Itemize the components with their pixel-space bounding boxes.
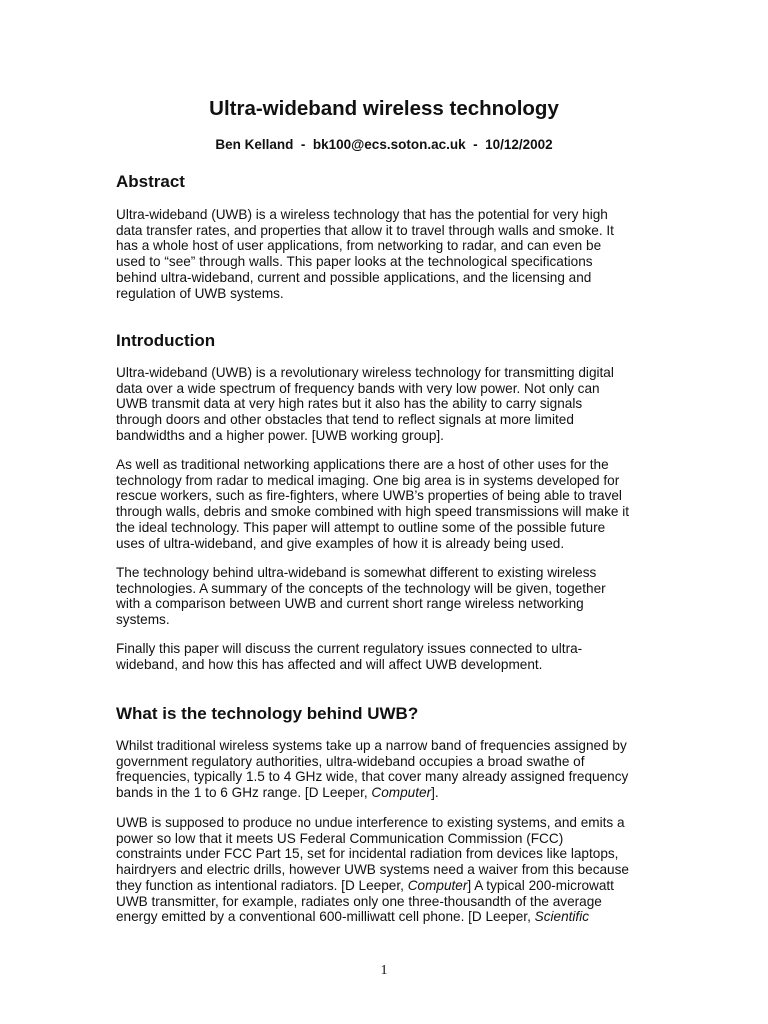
text-line: As well as traditional networking applications there are a host of other uses for the [116, 457, 609, 472]
text-line: behind ultra-wideband, current and possible applications, and the licensing and [116, 269, 592, 285]
text-line: through walls, debris and smoke combined with high speed transmissions will make it [116, 504, 630, 520]
citation-title: Computer [407, 877, 468, 893]
text-line: regulation of UWB systems. [116, 285, 284, 301]
citation-title: Computer [371, 785, 432, 801]
technology-paragraph-2 [116, 815, 656, 925]
citation-title: Scientific [534, 909, 590, 925]
introduction-paragraph-3 [116, 565, 656, 628]
text-line: frequencies, typically 1.5 to 4 GHz wide, that cover many already assigned frequency [116, 769, 629, 785]
text-line [116, 785, 656, 801]
text-line: UWB transmit data at very high rates but it also has the ability to carry signals [116, 396, 583, 412]
text-line: used to “see” through walls. This paper looks at the technological specifications [116, 254, 593, 270]
text-line: Ultra-wideband (UWB) is a revolutionary wireless technology for transmitting digital [116, 365, 614, 380]
introduction-paragraph-2 [116, 457, 656, 551]
text-line [116, 909, 656, 925]
text-line: power so low that it meets US Federal Communication Commission (FCC) [116, 830, 564, 846]
text-line: uses of ultra-wideband, and give examples of how it is already being used. [116, 535, 565, 551]
text-line: rescue workers, such as fire-fighters, where UWB’s properties of being able to travel [116, 488, 622, 504]
text-run: ]. [431, 785, 439, 801]
text-line: the ideal technology. This paper will attempt to outline some of the possible future [116, 519, 606, 535]
abstract-heading: Abstract [116, 172, 185, 191]
text-run: energy emitted by a conventional 600-milliwatt cell phone. [D Leeper, [116, 909, 535, 925]
paper-title: Ultra-wideband wireless technology [209, 97, 559, 120]
abstract-paragraph [116, 207, 656, 301]
text-run: they function as intentional radiators. [D Leeper, [116, 877, 408, 893]
text-line: hairdryers and electric drills, however UWB systems need a waiver from this because [116, 862, 629, 878]
text-line: Whilst traditional wireless systems take up a narrow band of frequencies assigned by [116, 738, 627, 753]
text-run: ] A typical 200-microwatt [467, 877, 614, 893]
technology-heading: What is the technology behind UWB? [116, 704, 419, 723]
text-line: through doors and other obstacles that tend to reflect signals at more limited [116, 412, 574, 428]
text-line: systems. [116, 612, 170, 628]
text-line: The technology behind ultra-wideband is somewhat different to existing wireless [116, 565, 597, 580]
introduction-heading: Introduction [116, 331, 216, 350]
text-line: constraints under FCC Part 15, set for incidental radiation from devices like laptops, [116, 846, 619, 862]
text-line: wideband, and how this has affected and will affect UWB development. [116, 656, 543, 672]
text-line: technology from radar to medical imaging. One big area is in systems developed for [116, 472, 620, 488]
text-line: Ultra-wideband (UWB) is a wireless technology that has the potential for very high [116, 207, 608, 222]
text-line [116, 878, 656, 894]
text-line: technologies. A summary of the concepts of the technology will be given, together [116, 580, 606, 596]
author-byline: Ben Kelland - bk100@ecs.soton.ac.uk - 10/12/2002 [215, 137, 553, 152]
text-line: UWB transmitter, for example, radiates only one three-thousandth of the average [116, 893, 602, 909]
text-line: data transfer rates, and properties that allow it to travel through walls and smoke. It [116, 222, 614, 238]
text-line: data over a wide spectrum of frequency bands with very low power. Not only can [116, 380, 600, 396]
text-line: with a comparison between UWB and current short range wireless networking [116, 596, 584, 612]
technology-paragraph-1 [116, 738, 656, 801]
text-line: has a whole host of user applications, from networking to radar, and can even be [116, 238, 602, 254]
introduction-paragraph-4 [116, 641, 656, 672]
page-number: 1 [380, 963, 388, 978]
text-line: Finally this paper will discuss the current regulatory issues connected to ultra- [116, 641, 583, 656]
text-line: government regulatory authorities, ultra-wideband occupies a broad swathe of [116, 753, 585, 769]
text-line: UWB is supposed to produce no undue interference to existing systems, and emits a [116, 815, 625, 830]
text-line: bandwidths and a higher power. [UWB working group]. [116, 427, 444, 443]
text-run: bands in the 1 to 6 GHz range. [D Leeper, [116, 785, 372, 801]
introduction-paragraph-1 [116, 365, 656, 444]
